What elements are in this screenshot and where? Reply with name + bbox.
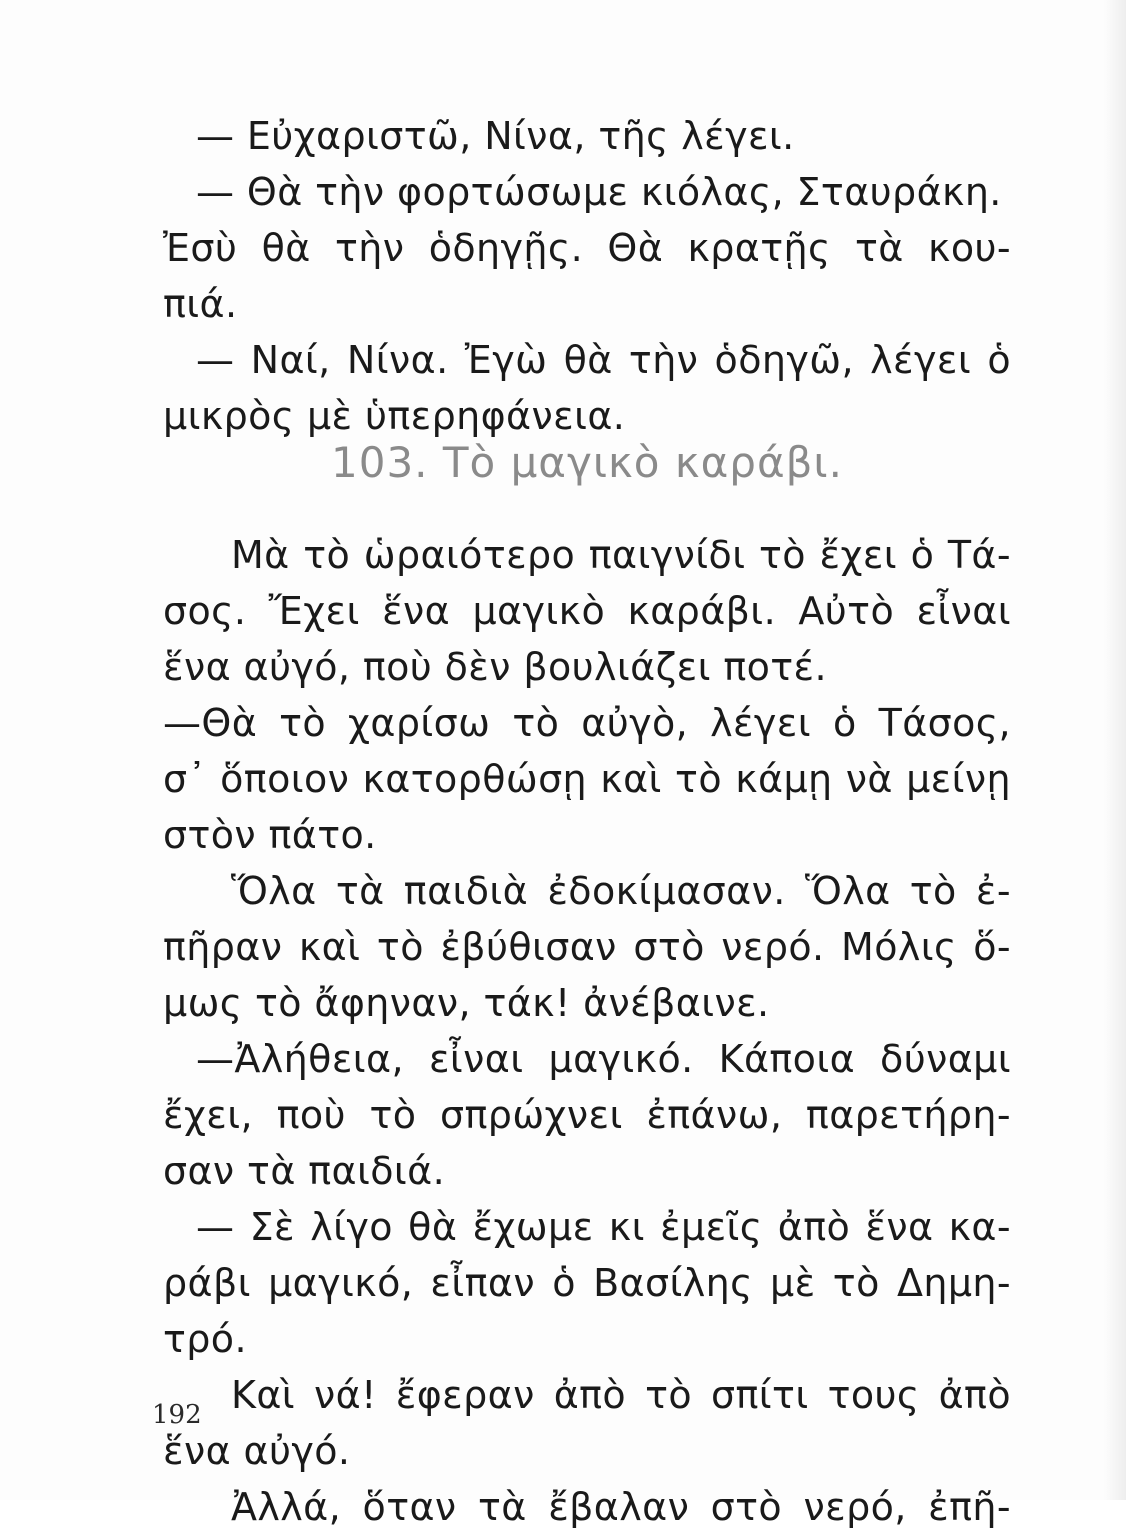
text-line: σαν τὰ παιδιά. xyxy=(163,1149,446,1193)
text-line: ράβι μαγικό, εἶπαν ὁ Βασίλης μὲ τὸ Δημη- xyxy=(163,1261,1011,1305)
chapter-heading: 103. Τὸ μαγικὸ καράβι. xyxy=(331,438,843,487)
text-line: μως τὸ ἄφηναν, τάκ! ἀνέβαινε. xyxy=(163,981,770,1025)
chapter-body xyxy=(163,527,1011,1535)
text-line: σος. Ἔχει ἕνα μαγικὸ καράβι. Αὐτὸ εἶναι xyxy=(163,589,1011,633)
text-line: τρό. xyxy=(163,1317,247,1361)
text-line: στὸν πάτο. xyxy=(163,813,377,857)
text-line: —Ἀλήθεια, εἶναι μαγικό. Κάποια δύναμι xyxy=(196,1037,1011,1081)
text-line: Καὶ νά! ἔφεραν ἀπὸ τὸ σπίτι τους ἀπὸ xyxy=(231,1373,1011,1417)
text-line: πῆραν καὶ τὸ ἐβύθισαν στὸ νερό. Μόλις ὅ- xyxy=(163,925,1011,969)
text-line: Ἐσὺ θὰ τὴν ὁδηγῇς. Θὰ κρατῇς τὰ κου- xyxy=(163,226,1011,270)
page-edge-shadow xyxy=(1104,0,1126,1500)
text-line: μικρὸς μὲ ὑπερηφάνεια. xyxy=(163,394,626,438)
text-line: ἕνα αὐγό, ποὺ δὲν βουλιάζει ποτέ. xyxy=(163,645,827,689)
text-line: ἔχει, ποὺ τὸ σπρώχνει ἐπάνω, παρετήρη- xyxy=(163,1093,1011,1137)
text-line: — Εὐχαριστῶ, Νίνα, τῆς λέγει. xyxy=(196,114,795,158)
text-line: — Σὲ λίγο θὰ ἔχωμε κι ἐμεῖς ἀπὸ ἕνα κα- xyxy=(196,1205,1011,1249)
text-line: σ᾽ ὅποιον κατορθώσῃ καὶ τὸ κάμῃ νὰ μείνῃ xyxy=(163,757,1011,801)
text-line: —Θὰ τὸ χαρίσω τὸ αὐγὸ, λέγει ὁ Τάσος, xyxy=(163,701,1011,745)
text-line: ἕνα αὐγό. xyxy=(163,1429,351,1473)
text-line: Ὅλα τὰ παιδιὰ ἐδοκίμασαν. Ὅλα τὸ ἐ- xyxy=(231,869,1011,913)
dialogue-top xyxy=(163,108,1011,444)
text-line: πιά. xyxy=(163,282,238,326)
text-line: — Ναί, Νίνα. Ἐγὼ θὰ τὴν ὁδηγῶ, λέγει ὁ xyxy=(196,338,1011,382)
text-line: — Θὰ τὴν φορτώσωμε κιόλας, Σταυράκη. xyxy=(196,170,1002,214)
text-line: Μὰ τὸ ὡραιότερο παιγνίδι τὸ ἔχει ὁ Τά- xyxy=(231,533,1011,577)
text-line: Ἀλλά, ὅταν τὰ ἔβαλαν στὸ νερό, ἐπῆ- xyxy=(231,1485,1011,1529)
page-number: 192 xyxy=(152,1400,202,1430)
